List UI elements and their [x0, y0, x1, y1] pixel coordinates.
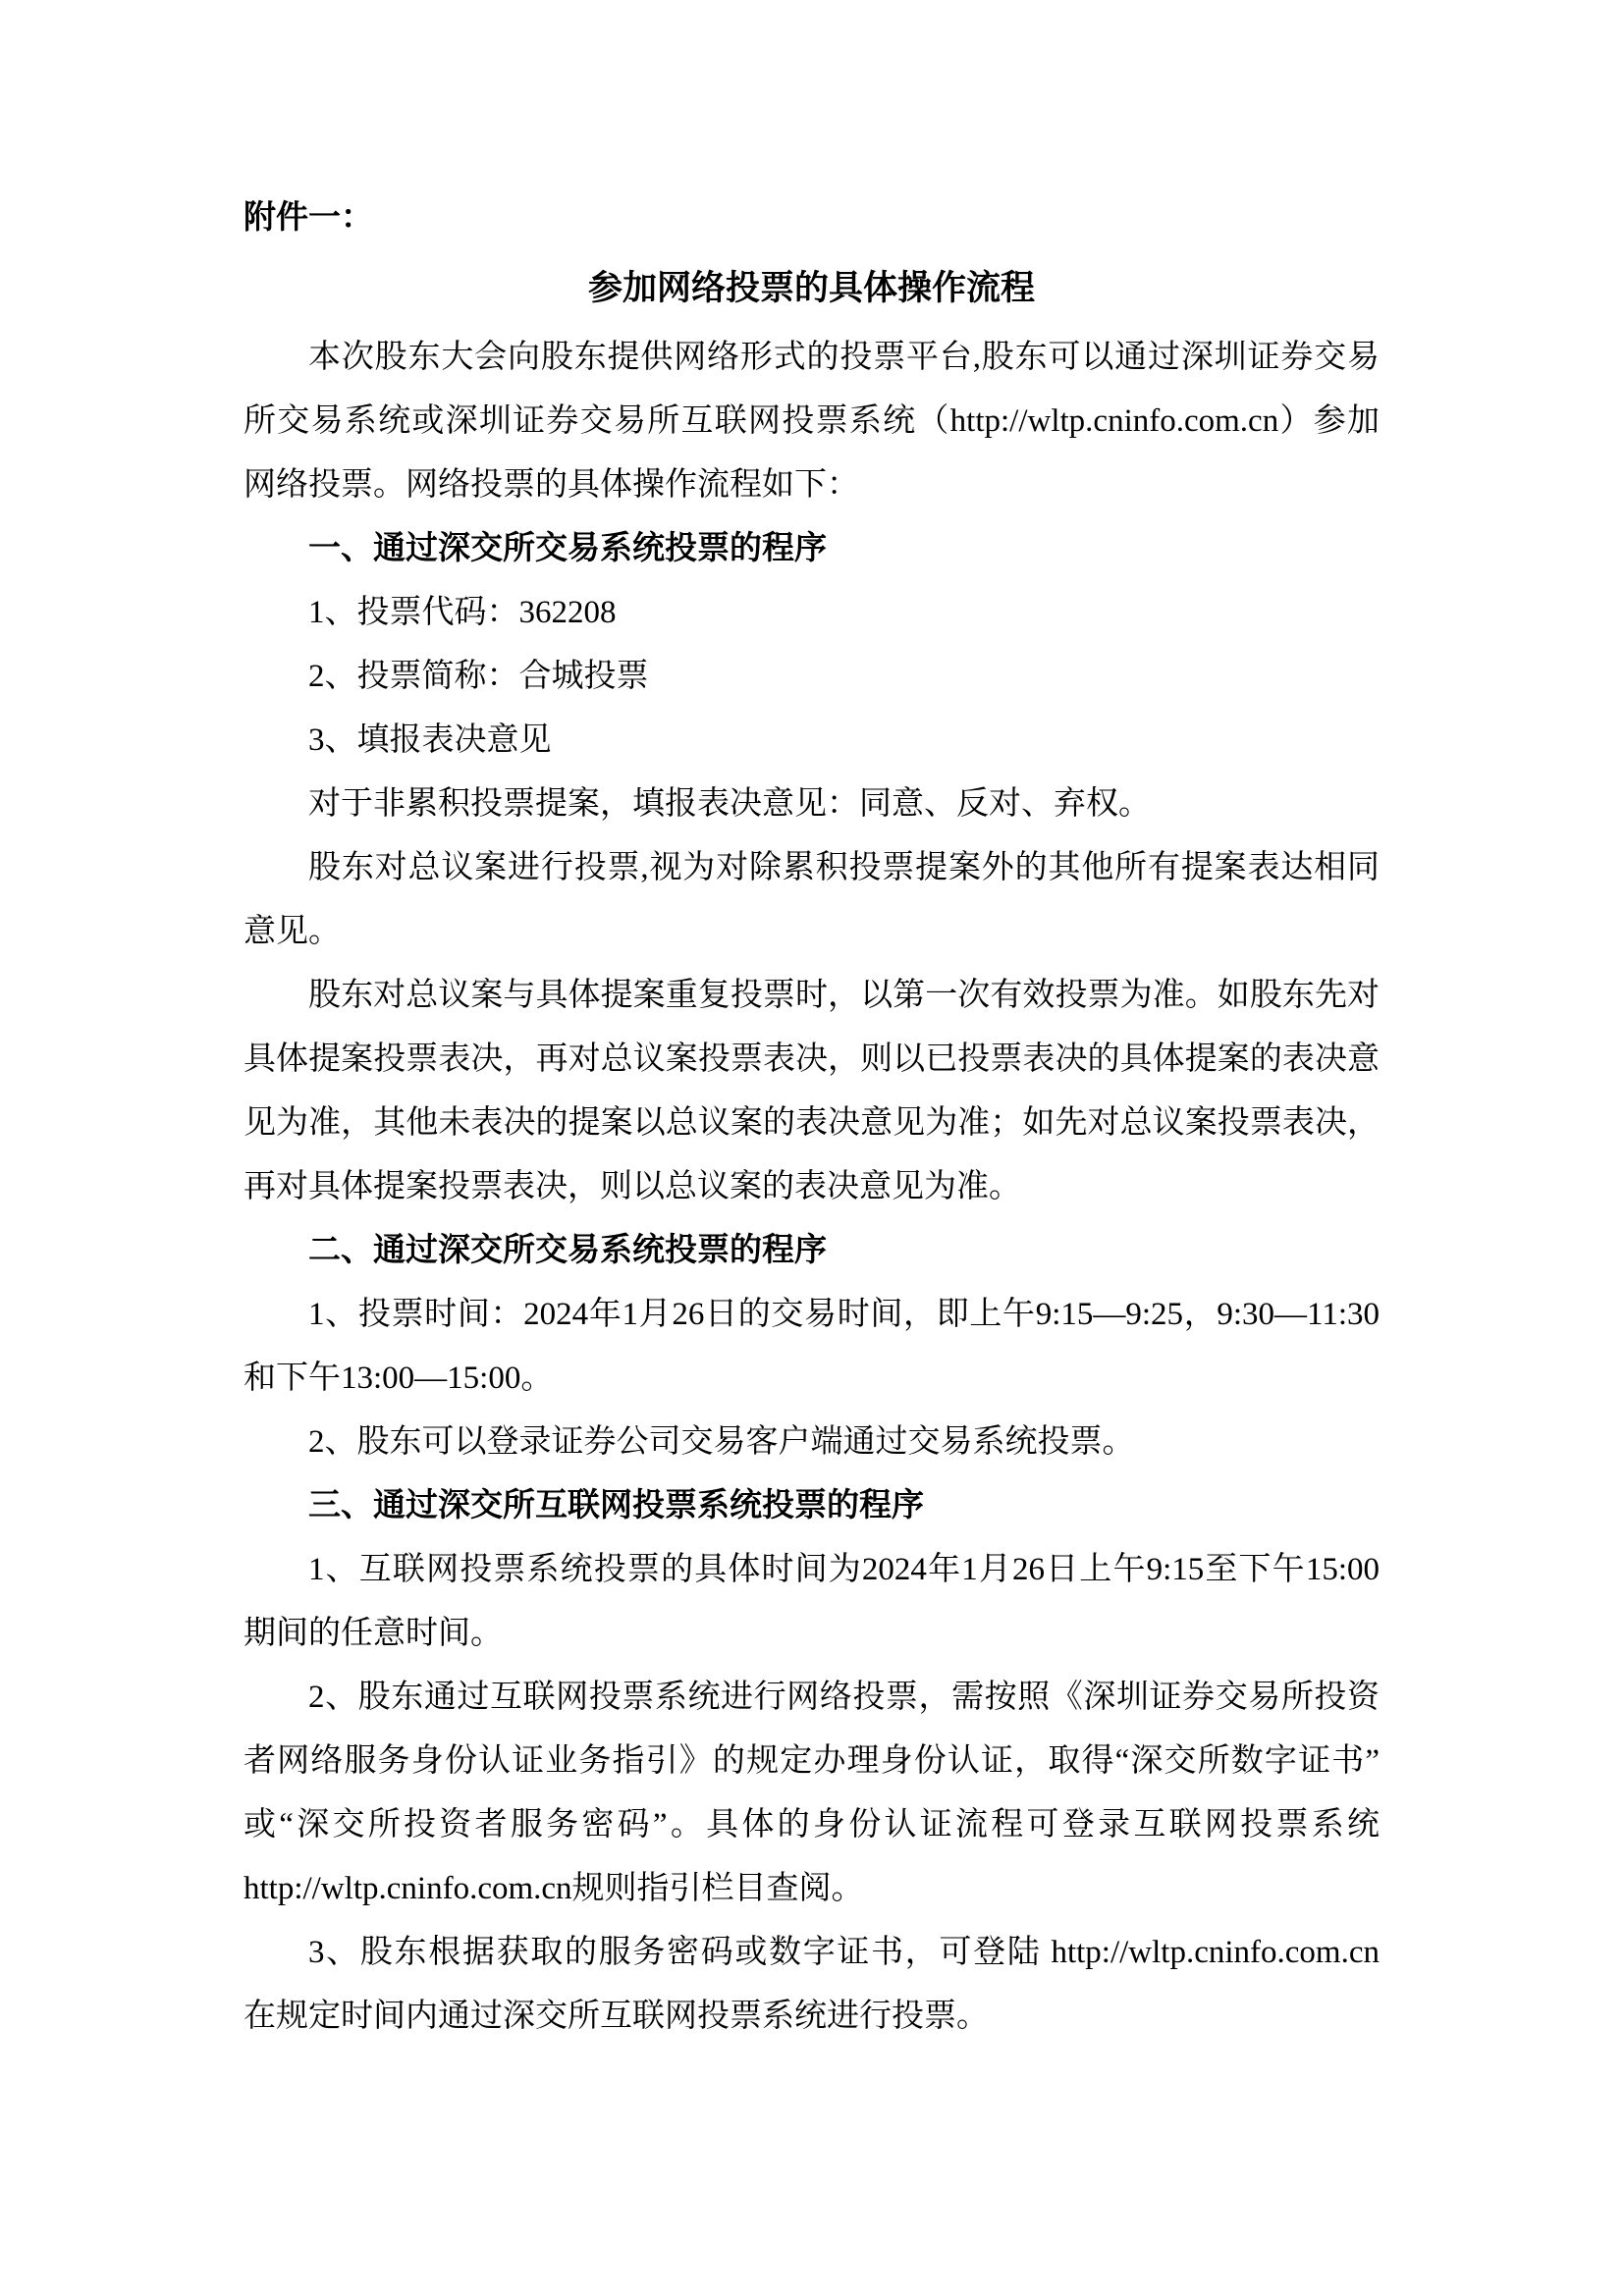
text-line: 股东对总议案进行投票,视为对除累积投票提案外的其他所有提案表达相同 [308, 850, 1380, 885]
text-line: 1、投票代码：362208 [308, 595, 617, 630]
attachment-label: 附件一： [244, 200, 373, 236]
text-line: 1、投票时间：2024年1月26日的交易时间，即上午9:15—9:25，9:30—11:30 [308, 1297, 1380, 1332]
text-line: 2、股东通过互联网投票系统进行网络投票，需按照《深圳证券交易所投资 [308, 1680, 1380, 1715]
document-body [244, 326, 1380, 2049]
text-line: 二、通过深交所交易系统投票的程序 [308, 1233, 827, 1268]
text-line: 期间的任意时间。 [244, 1616, 503, 1651]
text-line: 者网络服务身份认证业务指引》的规定办理身份认证，取得“深交所数字证书” [244, 1743, 1380, 1779]
text-line: 所交易系统或深圳证券交易所互联网投票系统（http://wltp.cninfo.com.cn）参加 [244, 403, 1380, 439]
text-line: 见为准，其他未表决的提案以总议案的表决意见为准；如先对总议案投票表决， [244, 1105, 1380, 1141]
text-line: 2、股东可以登录证券公司交易客户端通过交易系统投票。 [308, 1424, 1135, 1460]
page-title: 参加网络投票的具体操作流程 [587, 269, 1035, 307]
text-line: 对于非累积投票提案，填报表决意见：同意、反对、弃权。 [308, 786, 1151, 822]
text-line: 1、互联网投票系统投票的具体时间为2024年1月26日上午9:15至下午15:00 [308, 1552, 1380, 1587]
text-line: 2、投票简称：合城投票 [308, 659, 649, 694]
text-line: 本次股东大会向股东提供网络形式的投票平台,股东可以通过深圳证券交易 [308, 340, 1380, 375]
text-line: 网络投票。网络投票的具体操作流程如下： [244, 467, 859, 503]
text-line: 具体提案投票表决，再对总议案投票表决，则以已投票表决的具体提案的表决意 [244, 1041, 1380, 1077]
text-line: 和下午13:00—15:00。 [244, 1361, 554, 1396]
text-line: 在规定时间内通过深交所互联网投票系统进行投票。 [244, 1999, 989, 2034]
text-line: 三、通过深交所互联网投票系统投票的程序 [308, 1488, 924, 1523]
text-line: 意见。 [244, 914, 341, 949]
text-line: 3、填报表决意见 [308, 722, 552, 758]
text-line: 再对具体提案投票表决，则以总议案的表决意见为准。 [244, 1169, 1021, 1204]
text-line: http://wltp.cninfo.com.cn规则指引栏目查阅。 [244, 1871, 864, 1906]
text-line: 股东对总议案与具体提案重复投票时，以第一次有效投票为准。如股东先对 [308, 978, 1380, 1013]
text-line: 3、股东根据获取的服务密码或数字证书，可登陆 http://wltp.cninfo.com.cn [308, 1935, 1380, 1970]
text-line: 一、通过深交所交易系统投票的程序 [308, 531, 827, 566]
text-line: 或“深交所投资者服务密码”。具体的身份认证流程可登录互联网投票系统 [244, 1807, 1380, 1842]
